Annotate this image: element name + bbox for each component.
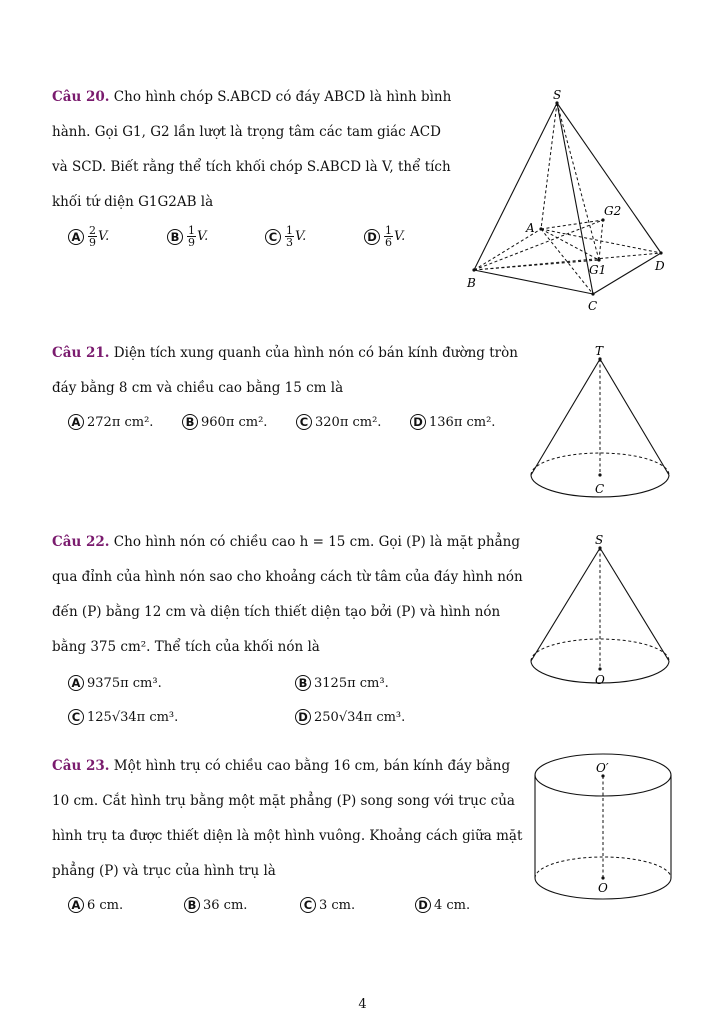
- top-center-label: O′: [596, 761, 609, 775]
- option-letter: D: [410, 414, 426, 430]
- option-letter: B: [167, 229, 183, 245]
- answer-option-b[interactable]: B 3125π cm³.: [295, 675, 389, 691]
- answer-option-a[interactable]: A 9375π cm³.: [68, 675, 162, 691]
- vertex-label-a: A: [526, 221, 535, 235]
- vertex-label-g1: G1: [589, 263, 607, 277]
- answer-option-c[interactable]: C 320π cm².: [296, 414, 381, 430]
- question-text: Một hình trụ có chiều cao bằng 16 cm, bán kính đáy bằng: [113, 758, 511, 774]
- answer-option-c[interactable]: C 3 cm.: [300, 897, 355, 913]
- question-text: và SCD. Biết rằng thể tích khối chóp S.ABCD là V, thể tích: [52, 159, 451, 175]
- question-label: Câu 23.: [52, 758, 110, 774]
- answer-option-d[interactable]: D $\frac{1}{6}$ V.: [364, 225, 405, 248]
- question-label: Câu 21.: [52, 345, 110, 361]
- option-letter: D: [415, 897, 431, 913]
- question-text: hình trụ ta được thiết diện là một hình vuông. Khoảng cách giữa mặt: [52, 828, 523, 844]
- option-letter: C: [265, 229, 281, 245]
- question-text: hành. Gọi G1, G2 lần lượt là trọng tâm các tam giác ACD: [52, 124, 441, 140]
- question-label: Câu 22.: [52, 534, 110, 550]
- question-text: qua đỉnh của hình nón sao cho khoảng cách từ tâm của đáy hình nón: [52, 569, 523, 585]
- question-text: đáy bằng 8 cm và chiều cao bằng 15 cm là: [52, 380, 344, 396]
- center-label: C: [595, 482, 605, 496]
- question-text: đến (P) bằng 12 cm và diện tích thiết diện tạo bởi (P) và hình nón: [52, 604, 501, 620]
- question-text: phẳng (P) và trục của hình trụ là: [52, 863, 276, 879]
- answer-option-b[interactable]: B 960π cm².: [182, 414, 267, 430]
- page-number: 4: [358, 997, 367, 1012]
- answer-option-c[interactable]: C 125√34π cm³.: [68, 709, 178, 725]
- question-text: bằng 375 cm². Thể tích của khối nón là: [52, 639, 320, 655]
- option-letter: A: [68, 414, 84, 430]
- answer-option-c[interactable]: C $\frac{1}{3}$ V.: [265, 225, 306, 248]
- apex-label: T: [595, 344, 604, 358]
- option-letter: C: [68, 709, 84, 725]
- vertex-label-s: S: [553, 88, 562, 102]
- option-letter: C: [300, 897, 316, 913]
- answer-option-b[interactable]: B $\frac{1}{9}$ V.: [167, 225, 208, 248]
- option-letter: D: [364, 229, 380, 245]
- question-text: Cho hình nón có chiều cao h = 15 cm. Gọi (P) là mặt phẳng: [113, 534, 520, 550]
- answer-option-d[interactable]: D 136π cm².: [410, 414, 495, 430]
- answer-option-d[interactable]: D 250√34π cm³.: [295, 709, 405, 725]
- option-letter: A: [68, 229, 84, 245]
- answer-option-b[interactable]: B 36 cm.: [184, 897, 247, 913]
- apex-label: S: [595, 533, 604, 547]
- option-letter: C: [296, 414, 312, 430]
- option-letter: D: [295, 709, 311, 725]
- question-text: 10 cm. Cắt hình trụ bằng một mặt phẳng (P) song song với trục của: [52, 793, 515, 809]
- question-text: khối tứ diện G1G2AB là: [52, 194, 214, 210]
- answer-option-a[interactable]: A 6 cm.: [68, 897, 123, 913]
- vertex-label-b: B: [467, 276, 476, 290]
- bottom-center-label: O: [598, 881, 608, 895]
- vertex-label-g2: G2: [604, 204, 622, 218]
- center-label: O: [595, 673, 605, 687]
- option-letter: B: [295, 675, 311, 691]
- option-letter: B: [182, 414, 198, 430]
- question-text: Cho hình chóp S.ABCD có đáy ABCD là hình bình: [113, 89, 452, 105]
- answer-option-a[interactable]: A 272π cm².: [68, 414, 153, 430]
- answer-option-d[interactable]: D 4 cm.: [415, 897, 470, 913]
- option-letter: A: [68, 675, 84, 691]
- option-letter: A: [68, 897, 84, 913]
- answer-option-a[interactable]: A $\frac{2}{9}$ V.: [68, 225, 109, 248]
- option-letter: B: [184, 897, 200, 913]
- vertex-label-d: D: [655, 259, 665, 273]
- question-label: Câu 20.: [52, 89, 110, 105]
- vertex-label-c: C: [588, 299, 598, 313]
- question-text: Diện tích xung quanh của hình nón có bán kính đường tròn: [113, 345, 518, 361]
